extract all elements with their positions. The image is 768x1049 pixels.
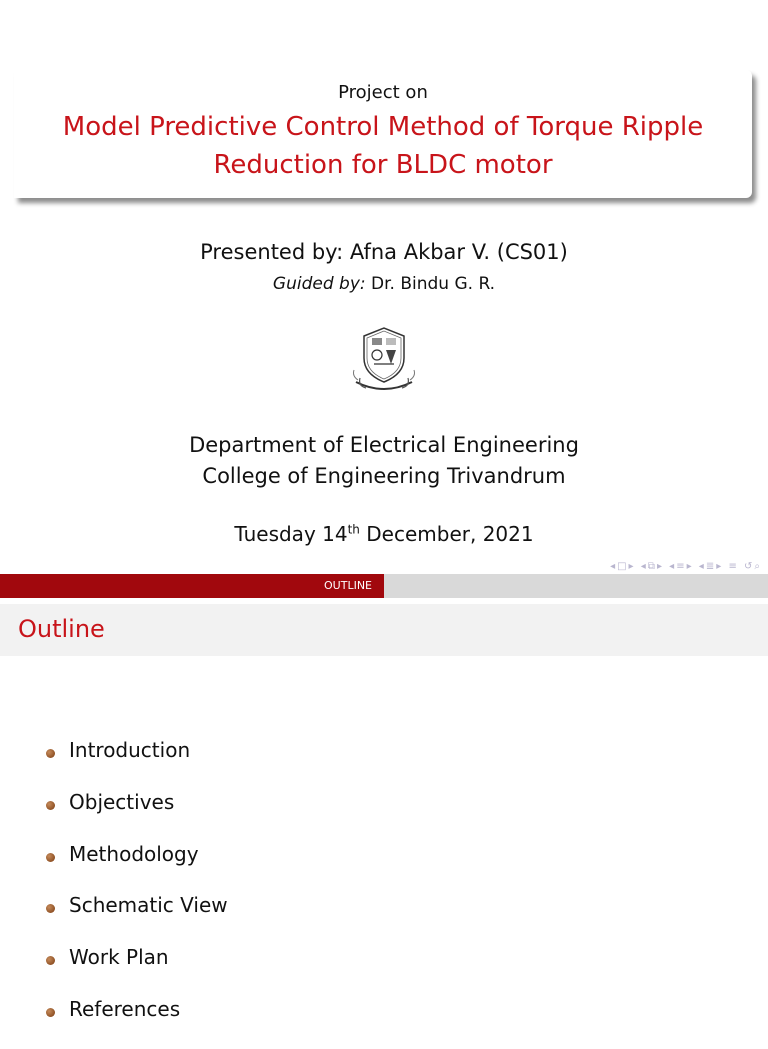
nav-back-icon[interactable]: ≡ (728, 561, 739, 572)
nav-right-icon[interactable]: ▸ (716, 561, 724, 572)
nav-document-icon[interactable]: ≣ (705, 561, 717, 572)
list-item (46, 738, 228, 790)
nav-left-icon[interactable]: ◂ (610, 561, 618, 572)
title-line-1: Model Predictive Control Method of Torque Ripple (62, 112, 704, 142)
outline-slide (0, 574, 768, 1024)
header-label: OUTLINE (324, 579, 372, 592)
bullet-icon (46, 1008, 55, 1017)
list-item (46, 790, 228, 842)
frame-title: Outline (18, 615, 105, 643)
nav-left-icon[interactable]: ◂ (669, 561, 677, 572)
presenter: Presented by: Afna Akbar V. (CS01) (200, 240, 568, 264)
guided-by-label: Guided by: (272, 274, 366, 294)
list-item-label: Introduction (69, 738, 191, 762)
outline-list (46, 738, 228, 1049)
list-item (46, 997, 228, 1049)
bullet-icon (46, 904, 55, 913)
list-item (46, 945, 228, 997)
list-item-label: Schematic View (69, 893, 228, 918)
college: College of Engineering Trivandrum (202, 464, 566, 488)
date-prefix: Tuesday 14 (234, 522, 348, 546)
date-suffix: December, 2021 (366, 522, 534, 546)
affiliation (0, 430, 768, 492)
nav-section-icon[interactable]: ≡ (676, 561, 687, 572)
nav-subsection-icon[interactable]: ⧉ (647, 561, 657, 572)
list-item (46, 842, 228, 894)
main-title (14, 108, 752, 184)
list-item-label: Objectives (69, 789, 175, 814)
guide-name: Dr. Bindu G. R. (371, 274, 496, 294)
pre-title: Project on (338, 82, 428, 103)
nav-search-icon[interactable]: ↺⌕ (744, 561, 762, 572)
list-item (46, 893, 228, 945)
presentation-date (0, 522, 768, 546)
header-section-label (0, 574, 384, 598)
header-bar (0, 574, 768, 598)
bullet-icon (46, 853, 55, 862)
bullet-icon (46, 801, 55, 810)
guide (0, 274, 768, 294)
list-item-label: References (69, 996, 181, 1021)
title-box (14, 70, 752, 198)
list-item-label: Methodology (69, 841, 199, 866)
nav-left-icon[interactable]: ◂ (640, 561, 648, 572)
bullet-icon (46, 956, 55, 965)
beamer-navigation-symbols[interactable] (610, 561, 762, 572)
nav-right-icon[interactable]: ▸ (686, 561, 694, 572)
nav-frame-icon[interactable]: □ (617, 561, 629, 572)
frame-title-bar (0, 604, 768, 656)
department: Department of Electrical Engineering (189, 433, 579, 457)
title-line-2: Reduction for BLDC motor (213, 150, 553, 180)
nav-left-icon[interactable]: ◂ (698, 561, 706, 572)
list-item-label: Work Plan (69, 945, 169, 970)
bullet-icon (46, 749, 55, 758)
nav-right-icon[interactable]: ▸ (656, 561, 664, 572)
nav-right-icon[interactable]: ▸ (628, 561, 636, 572)
date-suffix-sup: th (347, 522, 360, 537)
college-emblem-icon (350, 324, 418, 396)
